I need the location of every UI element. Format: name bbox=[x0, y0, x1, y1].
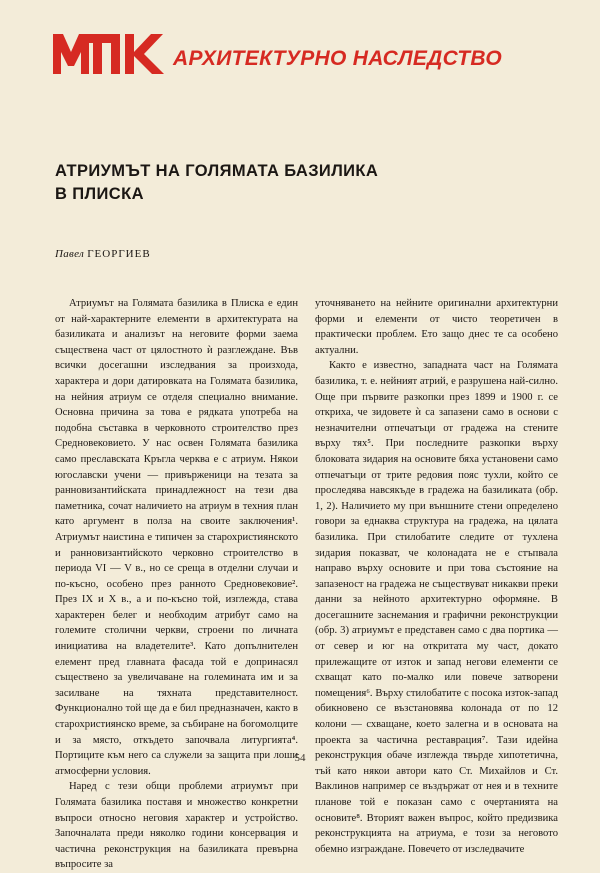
publisher-logo bbox=[53, 30, 165, 78]
article-title-line-2: В ПЛИСКА bbox=[55, 185, 144, 203]
author-first-name: Павел bbox=[55, 248, 85, 260]
section-header bbox=[45, 30, 565, 82]
paragraph: Атриумът на Голямата базилика в Плиска е един от най-характерните елементи в архитектурата на базиликата и анализът на неговите форми заема съществена част от цялостното ѝ разглеждане. Във всички досегашни изследвания за произхода, характера и дори датировката на Голямата базилика, на нейния атриум се отделя специално внимание. Основна причина за това е рядката употреба на подобна съставка в черковното строителство през Средновековието. У нас освен Голямата базилика само преславската Кръгла черква е с атриум. Някои югославски учени — привърженици на тезата за ранновизантийската принадлежност на тези два паметника, сочат наличието на атриум в техния план като аргумент в полза на своите заключения¹. Атриумът наистина е типичен за старохристиянското и ранновизантийското черковно строителство в периода VI — V в., но се среща в отделни случаи и по-късно, особено през ранното Средновековие². През IX и X в., а и по-късно той, изглежда, става характерен белег и необходим атрибут само на големите столични черкви, строени по личната инициатива на владетелите³. Като допълнителен елемент пред главната фасада той е допринасял съществено за увеличаване на големината им и за засилване на тяхната представителност. Функционално той ще да е бил предназначен, както в старохристиянско време, за събиране на богомолците и за място, откъдето започвала литургията⁴. Портиците към него са служели за защита при лоши атмосферни условия. bbox=[55, 298, 298, 777]
author-byline bbox=[55, 248, 151, 260]
section-title: АРХИТЕКТУРНО НАСЛЕДСТВО bbox=[173, 47, 502, 70]
text-column-left bbox=[55, 296, 298, 873]
author-last-name: ГЕОРГИЕВ bbox=[87, 248, 151, 260]
article-title-line-1: АТРИУМЪТ НА ГОЛЯМАТА БАЗИЛИКА bbox=[55, 162, 379, 180]
paragraph: Наред с тези общи проблеми атриумът при Голямата базилика поставя и множество конкретни въпроси относно неговия характер и устройство. Започналата преди няколко години консервация и частична реконструкция на базиликата превърна въпросите за bbox=[55, 781, 298, 871]
article-title bbox=[55, 160, 535, 206]
text-column-right bbox=[315, 296, 558, 857]
page-number: 54 bbox=[294, 752, 306, 764]
paragraph: уточняването на нейните оригинални архитектурни форми и елементи от чисто теоретичен в практически проблем. Ето защо днес те са особено актуални. bbox=[315, 298, 558, 356]
paragraph: Както е известно, западната част на Голямата базилика, т. е. нейният атрий, е разрушена най-силно. Още при първите разкопки през 1899 и 1900 г. се откриха, че зидовете ѝ са запазени само в основи с незначителни отпечатъци от градежа на стените върху тях⁵. При последните разкопки върху блоковата зидария на основите бяха установени само отпечатъци от трите редовия пояс тухли, който се проследява навсякъде в градежа на базиликата (обр. 1, 2). Наличието му при външните стени определено говори за еднаква структура на градежа, на цялата базилика. При стилобатите следите от тухлена зидария показват, че колонадата не е стъпвала направо върху основите и при това състояние на запазеност на градежа не съществуват никакви преки данни за нейното архитектурно оформяне. В досегашните заснемания и графични реконструкции (обр. 3) атриумът е представен само с два портика — от север и юг на откритата му част, докато прилежащите от изток и запад негови елементи се схващат като по-малко или повече затворени помещения⁶. Върху стилобатите с посока изток-запад обикновено се възстановява колонада от по 12 колони — схващане, което залегна и в основата на проекта за частична реставрация⁷. Тази идейна реконструкция обаче изглежда твърде хипотетична, тъй като някои автори като Ст. Михайлов и Ст. Ваклинов например се въздържат от нея и в техните планове той е показан само с очертанията на основите⁸. Вторият важен въпрос, който предизвика реконструкцията на атриума, е този за неговото обемно изграждане. Повечето от изследвачите bbox=[315, 360, 558, 855]
